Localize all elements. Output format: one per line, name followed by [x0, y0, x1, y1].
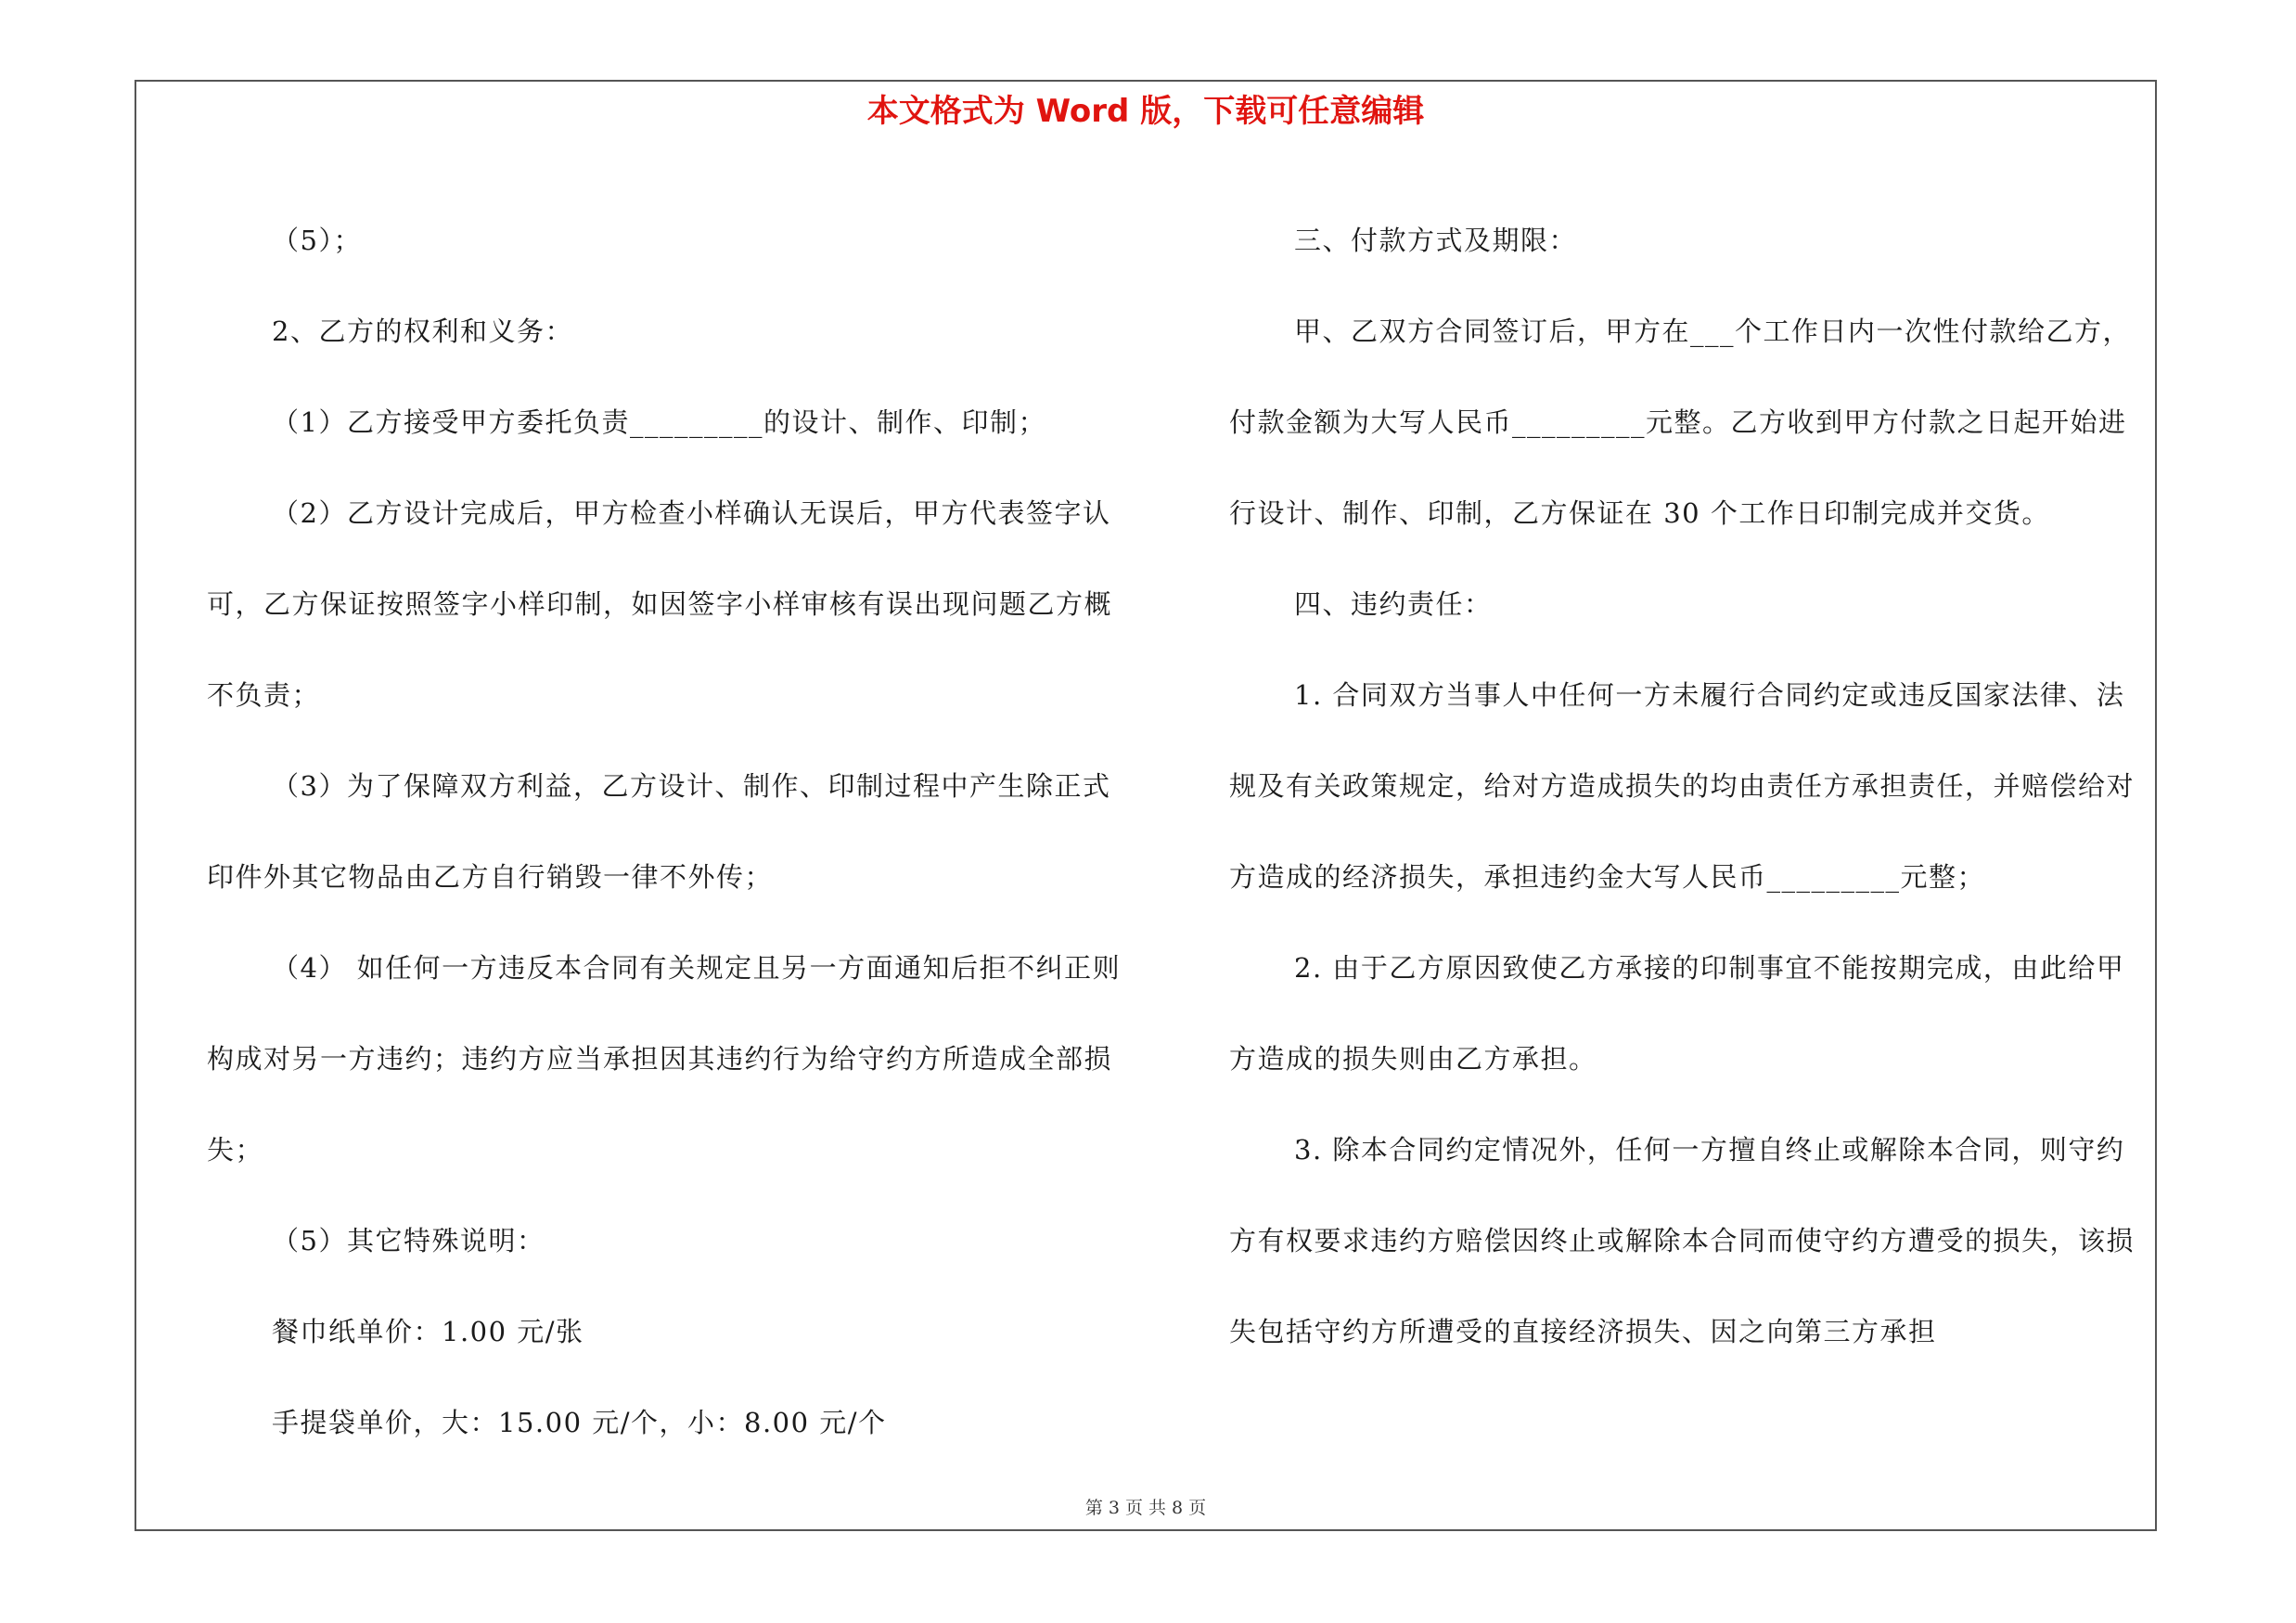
paragraph: （1）乙方接受甲方委托负责_________的设计、制作、印制； [272, 406, 1046, 438]
word-format-banner: 本文格式为 Word 版，下载可任意编辑 [866, 93, 1425, 130]
paragraph: （4） 如任何一方违反本合同有关规定且另一方面通知后拒不纠正则构成对另一方违约；违约方应当承担因其违约行为给守约方所造成全部损失； [207, 952, 1122, 1166]
right-column [1229, 195, 2152, 1377]
paragraph: 3. 除本合同约定情况外，任何一方擅自终止或解除本合同，则守约方有权要求违约方赔偿因终止或解除本合同而使守约方遭受的损失，该损失包括守约方所遭受的直接经济损失、因之向第三方承担 [1229, 1134, 2136, 1347]
paragraph: （3）为了保障双方利益，乙方设计、制作、印制过程中产生除正式印件外其它物品由乙方自行销毁一律不外传； [207, 770, 1111, 893]
left-column [207, 195, 1135, 1468]
paragraph: （5）； [272, 225, 362, 256]
page-number: 第 3 页 共 8 页 [1084, 1498, 1207, 1518]
paragraph: 1. 合同双方当事人中任何一方未履行合同约定或违反国家法律、法规及有关政策规定，给对方造成损失的均由责任方承担责任，并赔偿给对方造成的经济损失，承担违约金大写人民币_________元整； [1229, 679, 2136, 893]
section-heading: 2、乙方的权利和义务： [272, 316, 573, 347]
paragraph: （5）其它特殊说明： [272, 1225, 545, 1256]
price-line: 餐巾纸单价：1.00 元/张 [272, 1316, 584, 1347]
paragraph: （2）乙方设计完成后，甲方检查小样确认无误后，甲方代表签字认可，乙方保证按照签字小样印制，如因签字小样审核有误出现问题乙方概不负责； [207, 497, 1113, 711]
price-line: 手提袋单价，大：15.00 元/个，小：8.00 元/个 [272, 1407, 887, 1438]
paragraph: 甲、乙双方合同签订后，甲方在___个工作日内一次性付款给乙方，付款金额为大写人民币_________元整。乙方收到甲方付款之日起开始进行设计、制作、印制，乙方保证在 30 个工作日印制完成并交货。 [1229, 316, 2132, 529]
paragraph: 2. 由于乙方原因致使乙方承接的印制事宜不能按期完成，由此给甲方造成的损失则由乙方承担。 [1229, 952, 2125, 1075]
section-heading: 三、付款方式及期限： [1294, 225, 1578, 256]
section-heading: 四、违约责任： [1294, 588, 1493, 620]
document-page [135, 80, 2157, 1531]
